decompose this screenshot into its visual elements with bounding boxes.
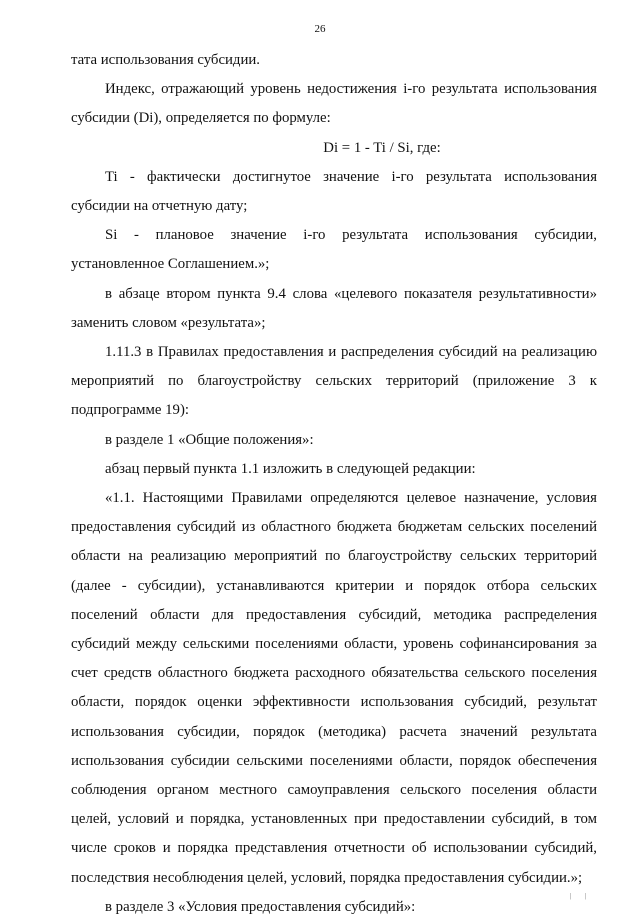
- paragraph-si-definition: Si - плановое значение i-го результата использования субсидии, установленное Соглашением.»;: [71, 227, 597, 273]
- paragraph-section-1: в разделе 1 «Общие положения»:: [105, 431, 314, 448]
- paragraph-1-11-3: 1.11.3 в Правилах предоставления и распределения субсидий на реализацию мероприятий по благоустройству сельских территорий (приложение 3 к подпрограмме 19):: [71, 344, 597, 419]
- paragraph-section-3: в разделе 3 «Условия предоставления субсидий»:: [105, 898, 416, 915]
- paragraph-ti-definition: Ti - фактически достигнутое значение i-го результата использования субсидии на отчетную дату;: [71, 168, 597, 215]
- paragraph-index-definition: Индекс, отражающий уровень недостижения i-го результата использования субсидии (Di), определяется по формуле:: [71, 81, 597, 127]
- paragraph-clause-1-1-text: «1.1. Настоящими Правилами определяются целевое назначение, условия предоставления субсидий из областного бюджета бюджетам сельских поселений области на реализацию мероприятий по благоустройству сельских территорий (далее - субсидии), устанавливаются критерии и порядок отбора сельских поселений области для предоставления субсидий, методика распределения субсидий между сельскими поселениями области, уровень софинансирования за счет средств областного бюджета расходного обязательства сельского поселения области, порядок оценки эффективности использования субсидий, результат использования субсидии, порядок (методика) расчета значений результата использования субсидии сельскими поселениями области, порядок обеспечения соблюдения органом местного самоуправления сельского поселения области целей, условий и порядка, установленных при предоставлении субсидий, в том числе сроков и порядка представления отчетности об использовании субсидий, последствия несоблюдения целей, условий, порядка предоставления субсидии.»;: [71, 490, 597, 886]
- scan-mark: |: [585, 892, 587, 900]
- paragraph-clause-1-1-intro: абзац первый пункта 1.1 изложить в следующей редакции:: [105, 460, 476, 477]
- paragraph-amendment-9-4: в абзаце втором пункта 9.4 слова «целевого показателя результативности» заменить словом «результата»;: [71, 285, 597, 331]
- paragraph-continuation: тата использования субсидии.: [71, 52, 260, 68]
- formula: Di = 1 - Ti / Si, где:: [323, 139, 441, 156]
- scan-mark: |: [570, 892, 572, 900]
- page-number: 26: [314, 23, 326, 35]
- document-body: [71, 46, 597, 922]
